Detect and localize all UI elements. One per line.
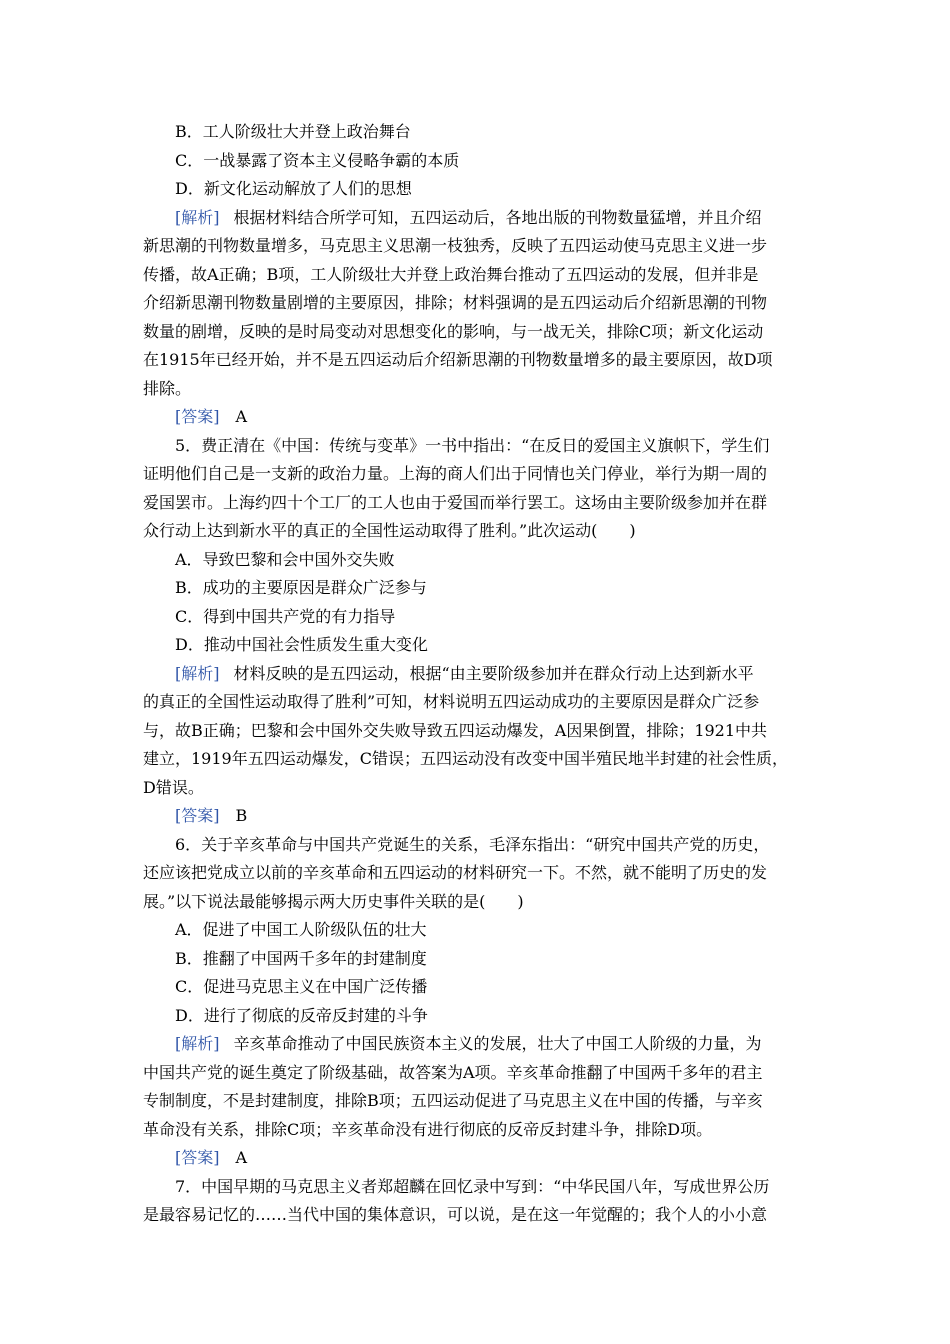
question-line: 众行动上达到新水平的真正的全国性运动取得了胜利。”此次运动( ) bbox=[143, 521, 636, 540]
analysis-line: 新思潮的刊物数量增多，马克思主义思潮一枝独秀，反映了五四运动使马克思主义进一步 bbox=[143, 236, 768, 255]
question-line: 爱国罢市。上海约四十个工厂的工人也由于爱国而举行罢工。这场由主要阶级参加并在群 bbox=[143, 492, 768, 512]
question-line: 证明他们自己是一支新的政治力量。上海的商人们出于同情也关门停业，举行为期一周的 bbox=[143, 464, 768, 483]
answer-line bbox=[143, 802, 811, 831]
answer-value: A bbox=[235, 1148, 248, 1167]
analysis-text: 根据材料结合所学可知，五四运动后，各地出版的刊物数量猛增，并且介绍 bbox=[233, 207, 762, 227]
option-line: A．促进了中国工人阶级队伍的壮大 bbox=[175, 920, 427, 939]
answer-tag: [答案] bbox=[175, 806, 220, 825]
analysis-tag: [解析] bbox=[175, 663, 220, 683]
answer-value: A bbox=[235, 407, 248, 426]
question-line: 6．关于辛亥革命与中国共产党诞生的关系，毛泽东指出：“研究中国共产党的历史， bbox=[175, 834, 770, 854]
analysis-text: 材料反映的是五四运动，根据“由主要阶级参加并在群众行动上达到新水平 bbox=[233, 663, 754, 683]
analysis-tag: [解析] bbox=[175, 207, 220, 227]
option-line: C．得到中国共产党的有力指导 bbox=[175, 606, 396, 626]
question-line: 5．费正清在《中国：传统与变革》一书中指出：“在反日的爱国主义旗帜下，学生们 bbox=[175, 435, 770, 455]
option-line: D．推动中国社会性质发生重大变化 bbox=[175, 635, 428, 654]
analysis-tag: [解析] bbox=[175, 1034, 220, 1053]
analysis-line: 数量的剧增，反映的是时局变动对思想变化的影响，与一战无关，排除C项；新文化运动 bbox=[143, 321, 764, 341]
answer-tag: [答案] bbox=[175, 407, 220, 426]
analysis-line: 在1915年已经开始，并不是五四运动后介绍新思潮的刊物数量增多的最主要原因，故D项 bbox=[143, 350, 773, 369]
document-page bbox=[143, 118, 811, 1230]
analysis-line: 中国共产党的诞生奠定了阶级基础，故答案为A项。辛亥革命推翻了中国两千多年的君主 bbox=[143, 1062, 763, 1082]
analysis-line: 介绍新思潮刊物数量剧增的主要原因，排除；材料强调的是五四运动后介绍新思潮的刊物 bbox=[143, 293, 768, 312]
answer-tag: [答案] bbox=[175, 1148, 220, 1167]
option-line: B．工人阶级壮大并登上政治舞台 bbox=[175, 122, 411, 141]
analysis-text: 辛亥革命推动了中国民族资本主义的发展，壮大了中国工人阶级的力量，为 bbox=[233, 1034, 762, 1053]
option-line: D．进行了彻底的反帝反封建的斗争 bbox=[175, 1005, 428, 1025]
option-line: B．成功的主要原因是群众广泛参与 bbox=[175, 578, 427, 597]
analysis-line: 传播，故A正确；B项，工人阶级壮大并登上政治舞台推动了五四运动的发展，但并非是 bbox=[143, 264, 759, 284]
question-line: 是最容易记忆的……当代中国的集体意识，可以说，是在这一年觉醒的；我个人的小小意 bbox=[143, 1205, 768, 1224]
option-line: C．一战暴露了资本主义侵略争霸的本质 bbox=[175, 150, 460, 170]
question-line: 还应该把党成立以前的辛亥革命和五四运动的材料研究一下。不然，就不能明了历史的发 bbox=[143, 863, 768, 882]
option-line: D．新文化运动解放了人们的思想 bbox=[175, 179, 412, 198]
question-line: 展。”以下说法最能够揭示两大历史事件关联的是( ) bbox=[143, 891, 524, 911]
analysis-line bbox=[143, 1030, 811, 1059]
option-line: C．促进马克思主义在中国广泛传播 bbox=[175, 977, 428, 996]
option-line: B．推翻了中国两千多年的封建制度 bbox=[175, 948, 427, 968]
analysis-line: 建立，1919年五四运动爆发，C错误；五四运动没有改变中国半殖民地半封建的社会性质， bbox=[143, 749, 788, 768]
analysis-line bbox=[143, 204, 811, 233]
analysis-line: 与，故B正确；巴黎和会中国外交失败导致五四运动爆发，A因果倒置，排除；1921中共 bbox=[143, 720, 768, 740]
analysis-line: 革命没有关系，排除C项；辛亥革命没有进行彻底的反帝反封建斗争，排除D项。 bbox=[143, 1119, 713, 1139]
analysis-line: 排除。 bbox=[143, 378, 192, 398]
analysis-line: D错误。 bbox=[143, 777, 204, 797]
question-line: 7．中国早期的马克思主义者郑超麟在回忆录中写到：“中华民国八年，写成世界公历 bbox=[175, 1176, 770, 1196]
answer-line bbox=[143, 403, 811, 432]
option-line: A．导致巴黎和会中国外交失败 bbox=[175, 549, 395, 569]
analysis-line bbox=[143, 660, 811, 689]
analysis-line: 专制制度，不是封建制度，排除B项；五四运动促进了马克思主义在中国的传播，与辛亥 bbox=[143, 1091, 763, 1110]
answer-value: B bbox=[235, 806, 248, 825]
answer-line bbox=[143, 1144, 811, 1173]
analysis-line: 的真正的全国性运动取得了胜利”可知，材料说明五四运动成功的主要原因是群众广泛参 bbox=[143, 692, 760, 711]
